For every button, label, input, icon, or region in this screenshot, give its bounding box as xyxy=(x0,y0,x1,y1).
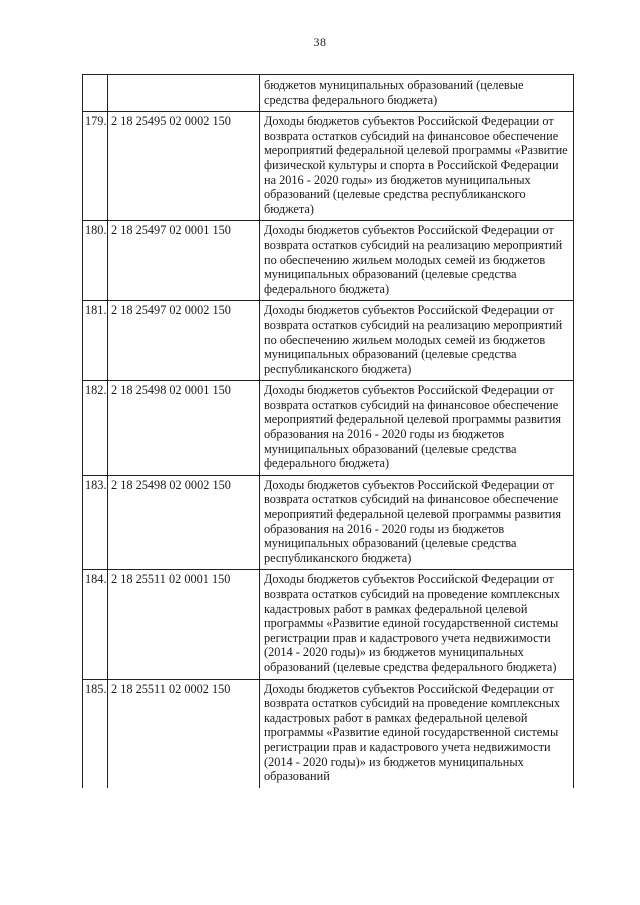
row-number: 184. xyxy=(83,570,108,679)
budget-code: 2 18 25497 02 0001 150 xyxy=(108,221,260,301)
row-description: Доходы бюджетов субъектов Российской Федерации от возврата остатков субсидий на проведение комплексных кадастровых работ в рамках федеральной целевой программы «Развитие единой государственной системы регистрации прав и кадастрового учета недвижимости (2014 - 2020 годы)» из бюджетов муниципальных образований (целевые средства федерального бюджета) xyxy=(260,570,574,679)
row-number: 182. xyxy=(83,381,108,476)
table-row xyxy=(83,112,574,221)
row-number: 181. xyxy=(83,301,108,381)
budget-code: 2 18 25511 02 0001 150 xyxy=(108,570,260,679)
budget-code: 2 18 25511 02 0002 150 xyxy=(108,679,260,788)
budget-code xyxy=(108,75,260,112)
row-number: 180. xyxy=(83,221,108,301)
table-row xyxy=(83,679,574,788)
revenue-codes-table xyxy=(82,74,574,788)
budget-code: 2 18 25497 02 0002 150 xyxy=(108,301,260,381)
row-description: Доходы бюджетов субъектов Российской Федерации от возврата остатков субсидий на проведение комплексных кадастровых работ в рамках федеральной целевой программы «Развитие единой государственной системы регистрации прав и кадастрового учета недвижимости (2014 - 2020 годы)» из бюджетов муниципальных образований xyxy=(260,679,574,788)
row-description: Доходы бюджетов субъектов Российской Федерации от возврата остатков субсидий на реализацию мероприятий по обеспечению жильем молодых семей из бюджетов муниципальных образований (целевые средства федерального бюджета) xyxy=(260,221,574,301)
table-row xyxy=(83,381,574,476)
page-number: 38 xyxy=(313,35,327,49)
row-number: 183. xyxy=(83,475,108,570)
row-number: 185. xyxy=(83,679,108,788)
row-number xyxy=(83,75,108,112)
budget-code: 2 18 25498 02 0002 150 xyxy=(108,475,260,570)
budget-code: 2 18 25495 02 0002 150 xyxy=(108,112,260,221)
table-row xyxy=(83,570,574,679)
row-description: Доходы бюджетов субъектов Российской Федерации от возврата остатков субсидий на финансовое обеспечение мероприятий федеральной целевой программы развития образования на 2016 - 2020 годы из бюджетов муниципальных образований (целевые средства федерального бюджета) xyxy=(260,381,574,476)
table-row xyxy=(83,221,574,301)
budget-code: 2 18 25498 02 0001 150 xyxy=(108,381,260,476)
row-description: бюджетов муниципальных образований (целевые средства федерального бюджета) xyxy=(260,75,574,112)
row-description: Доходы бюджетов субъектов Российской Федерации от возврата остатков субсидий на финансовое обеспечение мероприятий федеральной целевой программы «Развитие физической культуры и спорта в Российской Федерации на 2016 - 2020 годы» из бюджетов муниципальных образований (целевые средства республиканского бюджета) xyxy=(260,112,574,221)
row-description: Доходы бюджетов субъектов Российской Федерации от возврата остатков субсидий на финансовое обеспечение мероприятий федеральной целевой программы развития образования на 2016 - 2020 годы из бюджетов муниципальных образований (целевые средства республиканского бюджета) xyxy=(260,475,574,570)
row-description: Доходы бюджетов субъектов Российской Федерации от возврата остатков субсидий на реализацию мероприятий по обеспечению жильем молодых семей из бюджетов муниципальных образований (целевые средства республиканского бюджета) xyxy=(260,301,574,381)
table-row xyxy=(83,475,574,570)
table-row xyxy=(83,301,574,381)
row-number: 179. xyxy=(83,112,108,221)
table-row xyxy=(83,75,574,112)
